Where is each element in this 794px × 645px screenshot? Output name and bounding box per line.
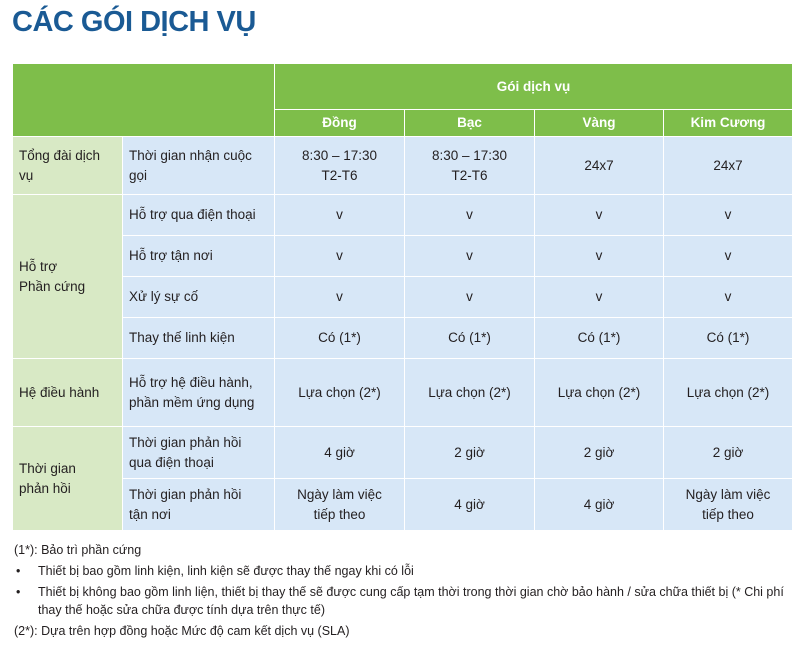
value-cell: v: [664, 277, 793, 318]
value-cell: 4 giờ: [405, 479, 535, 531]
item-cell: Hỗ trợ tận nơi: [123, 236, 275, 277]
category-cell: Hỗ trợ Phần cứng: [13, 195, 123, 359]
footnotes: [14, 541, 784, 640]
category-cell: Thời gian phản hồi: [13, 427, 123, 531]
value-cell: v: [664, 236, 793, 277]
value-cell: Lựa chọn (2*): [275, 359, 405, 427]
item-cell: Thay thế linh kiện: [123, 318, 275, 359]
value-cell: 8:30 – 17:30 T2-T6: [275, 137, 405, 195]
value-cell: v: [275, 277, 405, 318]
item-cell: Thời gian nhận cuộc gọi: [123, 137, 275, 195]
value-cell: v: [405, 236, 535, 277]
service-packages-table: [12, 63, 793, 531]
category-cell: Tổng đài dịch vụ: [13, 137, 123, 195]
package-header-dong: Đồng: [275, 110, 405, 137]
table-row: [13, 236, 793, 277]
header-corner: [13, 64, 275, 137]
bullet-text: Thiết bị không bao gồm linh liện, thiết bị thay thế sẽ được cung cấp tạm thời trong thời gian chờ bảo hành / sửa chữa thiết bị (* Chi phí thay thế hoặc sửa chữa được tính dựa trên thực tế): [38, 585, 784, 617]
footnote-bullet: [14, 583, 784, 619]
table-row: [13, 318, 793, 359]
table-row: [13, 359, 793, 427]
item-cell: Thời gian phản hồi tận nơi: [123, 479, 275, 531]
bullet-text: Thiết bị bao gồm linh kiện, linh kiện sẽ được thay thế ngay khi có lỗi: [38, 564, 414, 578]
value-cell: 8:30 – 17:30 T2-T6: [405, 137, 535, 195]
value-cell: 4 giờ: [535, 479, 664, 531]
value-cell: Có (1*): [664, 318, 793, 359]
table-row: [13, 277, 793, 318]
footnote-1: (1*): Bảo trì phần cứng: [14, 543, 142, 557]
value-cell: Có (1*): [405, 318, 535, 359]
item-cell: Xử lý sự cố: [123, 277, 275, 318]
item-cell: Hỗ trợ hệ điều hành, phần mềm ứng dụng: [123, 359, 275, 427]
table-row: [13, 479, 793, 531]
page-title: CÁC GÓI DỊCH VỤ: [12, 6, 256, 38]
value-cell: v: [405, 277, 535, 318]
value-cell: 4 giờ: [275, 427, 405, 479]
item-cell: Hỗ trợ qua điện thoại: [123, 195, 275, 236]
table-row: [13, 137, 793, 195]
value-cell: v: [535, 277, 664, 318]
value-cell: Lựa chọn (2*): [535, 359, 664, 427]
value-cell: 24x7: [664, 137, 793, 195]
value-cell: 24x7: [535, 137, 664, 195]
header-row-group: [13, 64, 793, 110]
value-cell: Lựa chọn (2*): [664, 359, 793, 427]
value-cell: 2 giờ: [664, 427, 793, 479]
table-row: [13, 427, 793, 479]
group-header: Gói dịch vụ: [275, 64, 793, 110]
value-cell: v: [535, 236, 664, 277]
value-cell: Có (1*): [275, 318, 405, 359]
package-header-vang: Vàng: [535, 110, 664, 137]
value-cell: 2 giờ: [535, 427, 664, 479]
bullet-mark: •: [16, 585, 21, 599]
value-cell: v: [405, 195, 535, 236]
value-cell: 2 giờ: [405, 427, 535, 479]
table-row: [13, 195, 793, 236]
value-cell: v: [535, 195, 664, 236]
item-cell: Thời gian phản hồi qua điện thoại: [123, 427, 275, 479]
package-header-bac: Bạc: [405, 110, 535, 137]
package-header-kim-cuong: Kim Cương: [664, 110, 793, 137]
value-cell: v: [664, 195, 793, 236]
value-cell: Có (1*): [535, 318, 664, 359]
value-cell: v: [275, 236, 405, 277]
value-cell: v: [275, 195, 405, 236]
value-cell: Ngày làm việc tiếp theo: [275, 479, 405, 531]
value-cell: Lựa chọn (2*): [405, 359, 535, 427]
category-cell: Hệ điều hành: [13, 359, 123, 427]
bullet-mark: •: [16, 564, 21, 578]
footnote-bullet: [14, 562, 784, 580]
footnote-2: (2*): Dựa trên hợp đồng hoặc Mức độ cam kết dịch vụ (SLA): [14, 624, 350, 638]
value-cell: Ngày làm việc tiếp theo: [664, 479, 793, 531]
